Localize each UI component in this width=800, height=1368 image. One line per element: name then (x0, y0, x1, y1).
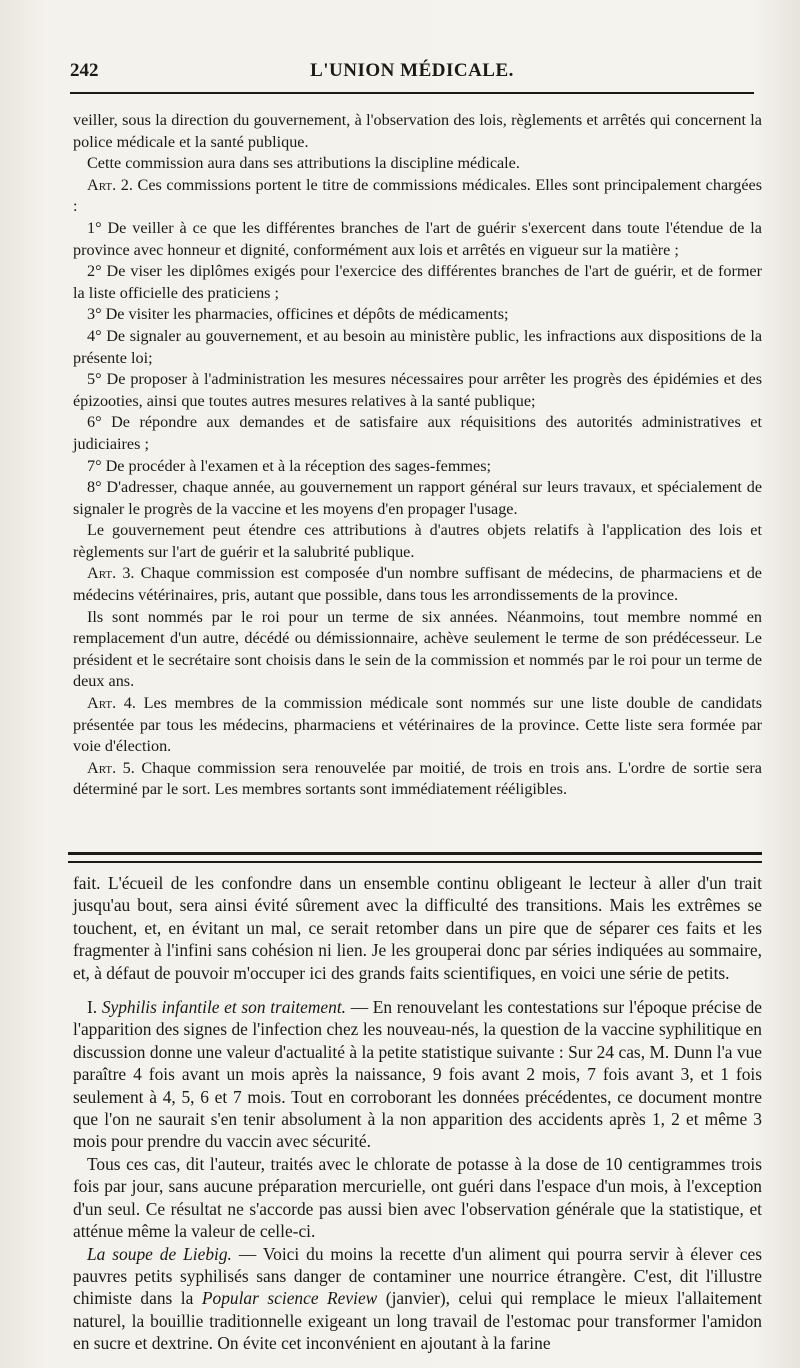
article-5 (73, 758, 762, 801)
paragraph: veiller, sous la direction du gouvernement, à l'observation des lois, règlements et arrêtés qui concernent la police médicale et la santé publique. (73, 111, 762, 151)
page-number: 242 (70, 60, 99, 81)
subsection-syphilis (73, 996, 762, 1153)
list-item: 8° D'adresser, chaque année, au gouvernement un rapport général sur leurs travaux, et spécialement de signaler le progrès de la vaccine et les moyens d'en propager l'usage. (73, 478, 762, 518)
list-item: 5° De proposer à l'administration les mesures nécessaires pour arrêter les progrès des épidémies et des épizooties, ainsi que toutes autres mesures relatives à la santé publique; (73, 370, 762, 410)
article-label: Art. 2. (87, 175, 133, 194)
feuilleton-section (73, 872, 762, 1355)
section-text: (janvier), celui qui remplace le mieux l'allaitement naturel, la bouillie traditionnelle exigeant un long travail de l'estomac pour transformer l'amidon en sucre et dextrine. On évite cet inconvénient en ajoutant à la farine (73, 1288, 762, 1354)
section-title: Syphilis infantile et son traitement. (101, 997, 347, 1018)
list-item: 7° De procéder à l'examen et à la réception des sages-femmes; (87, 456, 491, 475)
article-text: Chaque commission est composée d'un nombre suffisant de médecins, de pharmaciens et de médecins vétérinaires, pris, autant que possible, dans tous les arrondissements de la province. (73, 564, 762, 605)
article-text: Les membres de la commission médicale sont nommés sur une liste double de candidats présentée par tous les médecins, pharmaciens et vétérinaires de la province. Cette liste sera formée par voie d'élection. (73, 694, 762, 756)
paragraph: Tous ces cas, dit l'auteur, traités avec le chlorate de potasse à la dose de 10 centigrammes trois fois par jour, sans aucune préparation mercurielle, ont guéri dans l'espace d'un mois, à l'exception d'un seul. Ce résultat ne s'accorde pas aussi bien avec l'observation générale que la statistique, et atténue même la valeur de celle-ci. (73, 1153, 762, 1242)
article-text: Chaque commission sera renouvelée par moitié, de trois en trois ans. L'ordre de sortie sera déterminé par le sort. Les membres sortants sont immédiatement rééligibles. (73, 758, 762, 799)
section-title: La soupe de Liebig. (87, 1243, 232, 1264)
section-text: — Voici du moins la recette d'un aliment qui pourra servir à élever ces pauvres petits syphilisés sans danger de contaminer une nourrice étrangère. C'est, dit l'illustre chimiste dans la (73, 1243, 762, 1309)
list-item: 6° De répondre aux demandes et de satisfaire aux réquisitions des autorités administratives et judiciaires ; (73, 413, 762, 453)
running-title: L'UNION MÉDICALE. (310, 60, 514, 81)
paragraph: Le gouvernement peut étendre ces attributions à d'autres objets relatifs à l'application des lois et règlements sur l'art de guérir et la salubrité publique. (73, 521, 762, 561)
section-divider (68, 852, 762, 863)
article-2 (73, 175, 762, 218)
section-text: — En renouvelant les contestations sur l'époque précise de l'apparition des signes de l'infection chez les nouveau-nés, la question de la vaccine syphilitique en discussion donne une valeur d'actualité à la petite statistique suivante : Sur 24 cas, M. Dunn l'a vue paraître 4 fois avant un mois après la naissance, 9 fois avant 2 mois, 7 fois avant 3, et 1 fois seulement à 4, 5, 6 et 7 mois. Tout en corroborant les données précédentes, ce document montre que l'on ne saurait s'en tenir absolument à la non apparition des accidents après 1, 2 et même 3 mois pour prendre du vaccin avec sécurité. (73, 997, 762, 1152)
subsection-soupe (73, 1243, 762, 1355)
article-3 (73, 563, 762, 606)
article-4 (73, 693, 762, 758)
paragraph: fait. L'écueil de les confondre dans un ensemble continu obligeant le lecteur à aller d'un trait jusqu'au bout, sera ainsi évité sûrement avec la difficulté des transitions. Mais les extrêmes se touchent, et, en évitant un mal, ce serait retomber dans un pire que de séparer ces faits et les fragmenter à l'infini sans cohésion ni lien. Je les grouperai donc par séries indiquées au sommaire, et, à défaut de pouvoir m'occuper ici des grands faits scientifiques, en voici une série de petits. (73, 873, 762, 983)
law-text-section (73, 110, 762, 801)
paragraph: Cette commission aura dans ses attributions la discipline médicale. (87, 154, 520, 173)
article-label: Art. 4. (87, 694, 136, 713)
article-text: Ces commissions portent le titre de commissions médicales. Elles sont principalement chargées : (73, 175, 763, 216)
section-number: I. (87, 997, 98, 1018)
spacer (73, 984, 762, 996)
paragraph: Ils sont nommés par le roi pour un terme de six années. Néanmoins, tout membre nommé en remplacement d'un autre, décédé ou démissionnaire, achève seulement le terme de son prédécesseur. Le président et le secrétaire sont choisis dans le sein de la commission et nommés par le roi pour un terme de deux ans. (73, 607, 762, 691)
page-header (70, 60, 754, 86)
list-item: 2° De viser les diplômes exigés pour l'exercice des différentes branches de l'art de guérir, et de former la liste officielle des praticiens ; (73, 262, 762, 302)
journal-title: Popular science Review (201, 1288, 378, 1309)
list-item: 3° De visiter les pharmacies, officines et dépôts de médicaments; (87, 305, 509, 324)
header-rule (70, 92, 754, 94)
list-item: 4° De signaler au gouvernement, et au besoin au ministère public, les infractions aux dispositions de la présente loi; (73, 326, 762, 367)
article-label: Art. 5. (87, 758, 135, 777)
list-item: 1° De veiller à ce que les différentes branches de l'art de guérir s'exercent dans toute l'étendue de la province avec honneur et dignité, conformément aux lois et arrêtés en vigueur sur la matière ; (73, 218, 762, 259)
article-label: Art. 3. (87, 564, 135, 583)
